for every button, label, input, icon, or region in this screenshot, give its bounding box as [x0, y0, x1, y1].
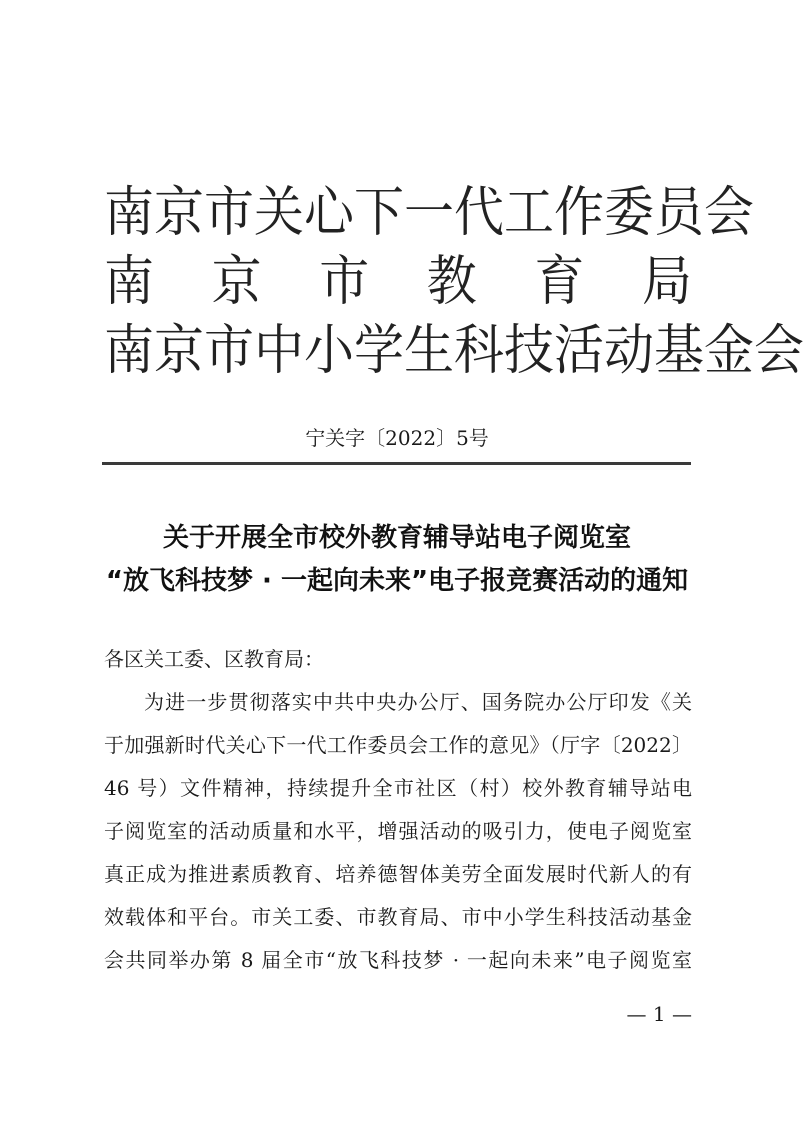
issuer-char: 员	[654, 180, 704, 244]
document-number: 宁关字〔2022〕5号	[305, 426, 489, 450]
document-title-line-1: 关于开展全市校外教育辅导站电子阅览室	[162, 523, 631, 553]
issuer-char: 育	[534, 249, 585, 313]
issuer-char: 局	[641, 249, 692, 313]
body-line: 于加强新时代关心下一代工作委员会工作的意见》（厅字〔2022〕	[104, 733, 692, 757]
body-line: 效载体和平台。市关工委、市教育局、市中小学生科技活动基金	[104, 905, 692, 929]
issuer-char: 心	[304, 180, 354, 244]
issuer-char: 市	[319, 249, 370, 313]
salutation: 各区关工委、区教育局：	[104, 647, 324, 671]
issuer-char: 一	[404, 180, 454, 244]
page-number: — 1 —	[626, 1002, 692, 1026]
issuer-char: 关	[254, 180, 304, 244]
issuer-char: 南	[104, 318, 154, 382]
body-line: 子阅览室的活动质量和水平，增强活动的吸引力，使电子阅览室	[104, 819, 692, 843]
issuer-char: 代	[454, 180, 504, 244]
issuer-char: 工	[504, 180, 554, 244]
issuer-char: 技	[504, 318, 554, 382]
header-divider	[102, 462, 691, 465]
issuer-char: 小	[304, 318, 354, 382]
issuer-char: 会	[704, 180, 754, 244]
issuer-char: 下	[354, 180, 404, 244]
issuer-char: 教	[426, 249, 477, 313]
issuer-char: 动	[604, 318, 654, 382]
issuer-char: 生	[404, 318, 454, 382]
body-line: 真正成为推进素质教育、培养德智体美劳全面发展时代新人的有	[104, 862, 692, 886]
issuer-char: 会	[754, 318, 804, 382]
body-line: 会共同举办第 8 届全市“放飞科技梦 · 一起向未来”电子阅览室	[104, 948, 692, 972]
issuer-char: 市	[204, 318, 254, 382]
issuer-char: 京	[154, 318, 204, 382]
issuer-char: 南	[104, 180, 154, 244]
issuer-char: 京	[211, 249, 262, 313]
issuer-line-2	[104, 246, 692, 315]
document-title-line-2: “放飞科技梦 · 一起向未来”电子报竞赛活动的通知	[105, 566, 689, 596]
issuer-char: 作	[554, 180, 604, 244]
body-line: 为进一步贯彻落实中共中央办公厅、国务院办公厅印发《关	[144, 690, 692, 714]
issuer-char: 活	[554, 318, 604, 382]
issuer-char: 基	[654, 318, 704, 382]
issuer-char: 市	[204, 180, 254, 244]
issuer-char: 委	[604, 180, 654, 244]
body-line: 46 号）文件精神，持续提升全市社区（村）校外教育辅导站电	[104, 776, 692, 800]
issuer-line-3	[104, 315, 804, 384]
issuer-char: 科	[454, 318, 504, 382]
issuer-char: 京	[154, 180, 204, 244]
issuer-char: 金	[704, 318, 754, 382]
issuer-char: 学	[354, 318, 404, 382]
issuer-char: 南	[104, 249, 154, 313]
issuer-line-1	[104, 177, 754, 246]
issuer-char: 中	[254, 318, 304, 382]
